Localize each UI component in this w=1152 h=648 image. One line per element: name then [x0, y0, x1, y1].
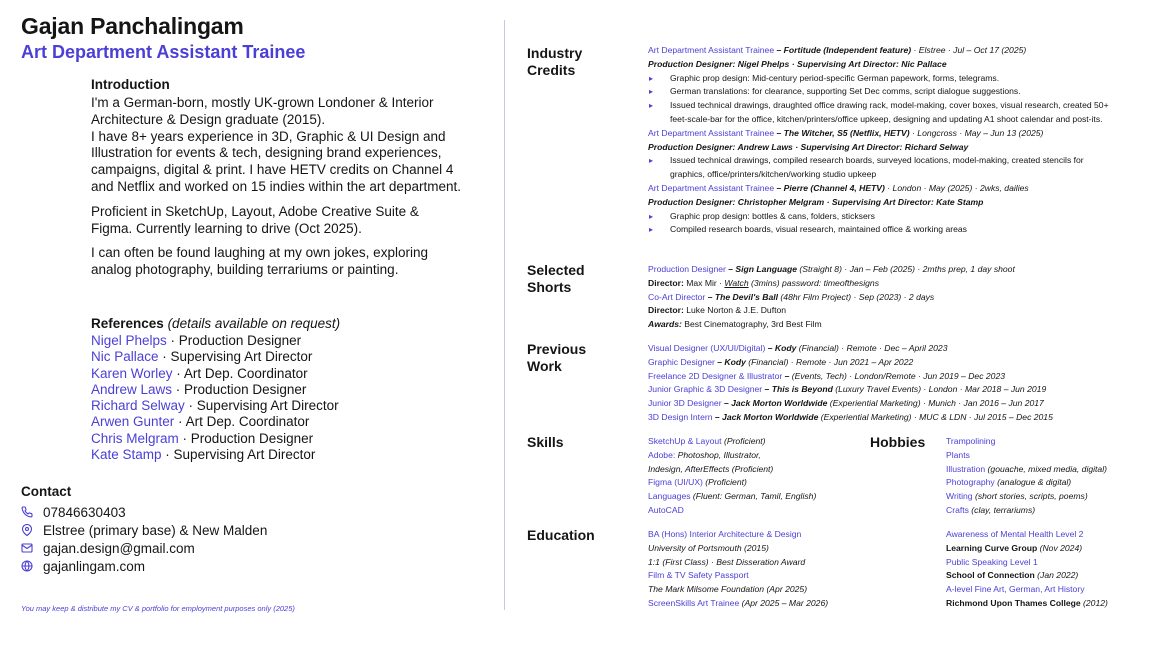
hobbies-list — [946, 435, 1146, 518]
skill-item-continued: Indesign, AfterEffects (Proficient) — [648, 463, 774, 474]
work-item: Visual Designer (UX/UI/Digital) – Kody (Financial) · Remote · Dec – April 2023 — [648, 343, 948, 353]
education-item: Film & TV Safety Passport — [648, 570, 749, 581]
contact-website[interactable] — [21, 557, 461, 575]
intro-paragraph: I'm a German-born, mostly UK-grown Londoner & Interior Architecture & Design graduate (2015). — [91, 95, 434, 127]
hobby-item: Crafts (clay, terrariums) — [946, 504, 1036, 515]
skill-item: Adobe: Photoshop, Illustrator, — [648, 449, 761, 460]
credit-title: Art Department Assistant Trainee – Pierre (Channel 4, HETV) · London · May (2025) · 2wks, dailies — [648, 182, 1029, 193]
work-item: Junior 3D Designer – Jack Morton Worldwide (Experiential Marketing) · Munich · Jan 2016 – Jun 2017 — [648, 398, 1044, 409]
education-heading: Education — [527, 527, 595, 543]
credit-title: Art Department Assistant Trainee – Fortitude (Independent feature) · Elstree · Jul – Oct 17 (2025) — [648, 45, 1027, 55]
candidate-name: Gajan Panchalingam — [21, 13, 244, 39]
skill-item: SketchUp & Layout (Proficient) — [648, 436, 766, 446]
credit-bullet: ▸ Graphic prop design: bottles & cans, folders, sticksers — [648, 210, 1128, 224]
reference-item: Chris Melgram · Production Designer — [91, 430, 314, 446]
usage-footnote: You may keep & distribute my CV & portfolio for employment purposes only (2025) — [21, 604, 295, 613]
reference-item: Nigel Phelps · Production Designer — [91, 333, 302, 348]
education-detail: Learning Curve Group (Nov 2024) — [946, 542, 1083, 553]
education-detail: Richmond Upon Thames College (2012) — [946, 597, 1108, 608]
credit-crew: Production Designer: Andrew Laws · Supervising Art Director: Richard Selway — [648, 141, 969, 152]
contact-location-text: Elstree (primary base) & New Malden — [43, 522, 268, 538]
short-director: Director: Max Mir · Watch (3mins) password: timeofthesigns — [648, 277, 879, 288]
education-item: BA (Hons) Interior Architecture & Design — [648, 529, 802, 539]
references-section — [91, 316, 471, 463]
work-item: Graphic Designer – Kody (Financial) · Remote · Jun 2021 – Apr 2022 — [648, 356, 914, 367]
hobby-item: Trampolining — [946, 436, 996, 446]
reference-item: Nic Pallace · Supervising Art Director — [91, 349, 313, 365]
reference-item: Arwen Gunter · Art Dep. Coordinator — [91, 414, 310, 430]
credit-bullet: ▸ Issued technical drawings, draughted office drawing rack, model-making, cover boxes, visual research, created 50+ feet-scale-bar for the office, kitchen/printers/office upkeep, designing and updating A1 shoot calendar and post-its. — [648, 99, 1118, 127]
column-divider — [504, 20, 505, 610]
contact-email[interactable] — [21, 539, 461, 557]
introduction-heading: Introduction — [91, 77, 170, 92]
previous-work-list — [648, 342, 1128, 425]
phone-icon — [21, 506, 33, 518]
intro-paragraph: Proficient in SketchUp, Layout, Adobe Creative Suite & Figma. Currently learning to drive (Oct 2025). — [91, 203, 419, 236]
education-list-secondary — [946, 528, 1146, 611]
skills-heading: Skills — [527, 434, 564, 450]
hobby-item: Illustration (gouache, mixed media, digital) — [946, 463, 1107, 474]
work-item: Freelance 2D Designer & Illustrator – (Events, Tech) · London/Remote · Jun 2019 – Dec 2023 — [648, 370, 1005, 381]
contact-email-text: gajan.design@gmail.com — [43, 540, 195, 556]
credit-title: Art Department Assistant Trainee – The Witcher, S5 (Netflix, HETV) · Longcross · May – Jun 13 (2025) — [648, 127, 1044, 138]
reference-item: Andrew Laws · Production Designer — [91, 381, 307, 397]
short-title: Production Designer – Sign Language (Straight 8) · Jan – Feb (2025) · 2mths prep, 1 day shoot — [648, 264, 1015, 274]
contact-website-text: gajanlingam.com — [43, 558, 146, 574]
contact-phone[interactable] — [21, 503, 461, 521]
work-item: Junior Graphic & 3D Designer – This is Beyond (Luxury Travel Events) · London · Mar 2018 – Jun 2019 — [648, 384, 1047, 395]
industry-credits-heading: Industry Credits — [527, 45, 583, 78]
candidate-role: Art Department Assistant Trainee — [21, 42, 306, 62]
credit-crew: Production Designer: Nigel Phelps · Supervising Art Director: Nic Pallace — [648, 58, 947, 69]
intro-paragraph: I have 8+ years experience in 3D, Graphic & UI Design and Illustration for events & tech, designing brand experiences, campaigns, digital & print. I have HETV credits on Channel 4 and Netflix and worked on 15 indies within the art department. — [91, 128, 461, 194]
intro-paragraph: I can often be found laughing at my own jokes, exploring analog photography, building terrariums or painting. — [91, 245, 428, 278]
contact-phone-text: 07846630403 — [43, 504, 126, 520]
education-item: Awareness of Mental Health Level 2 — [946, 529, 1084, 539]
short-director: Director: Luke Norton & J.E. Dufton — [648, 305, 787, 316]
work-item: 3D Design Intern – Jack Morton Worldwide (Experiential Marketing) · MUC & LDN · Jul 2015 – Dec 2015 — [648, 411, 1053, 422]
selected-shorts-list — [648, 263, 1128, 332]
previous-work-heading: Previous Work — [527, 341, 587, 374]
credit-bullet: ▸ German translations: for clearance, supporting Set Dec comms, script dialogue suggestions. — [648, 85, 1128, 99]
mail-icon — [21, 542, 33, 554]
reference-item: Kate Stamp · Supervising Art Director — [91, 447, 316, 463]
skill-item: Figma (UI/UX) (Proficient) — [648, 477, 747, 488]
selected-shorts-heading: Selected Shorts — [527, 262, 585, 295]
education-detail: 1:1 (First Class) · Best Disseration Award — [648, 556, 806, 567]
contact-location — [21, 521, 461, 539]
education-list — [648, 528, 863, 611]
references-heading: References (details available on request) — [91, 316, 341, 331]
education-detail: School of Connection (Jan 2022) — [946, 570, 1079, 581]
reference-item: Richard Selway · Supervising Art Director — [91, 398, 339, 414]
education-detail: University of Portsmouth (2015) — [648, 542, 769, 553]
reference-item: Karen Worley · Art Dep. Coordinator — [91, 365, 308, 381]
education-item: Public Speaking Level 1 — [946, 556, 1038, 567]
education-item: A-level Fine Art, German, Art History — [946, 584, 1085, 595]
hobby-item: Plants — [946, 449, 970, 460]
contact-section — [21, 484, 461, 575]
globe-icon — [21, 560, 33, 572]
skill-item: AutoCAD — [648, 504, 684, 515]
credit-bullet: ▸ Issued technical drawings, compiled research boards, surveyed locations, model-making, created stencils for graphics, office/printers/kitchen/working studio upkeep — [648, 154, 1108, 182]
location-pin-icon — [21, 524, 33, 536]
credit-crew: Production Designer: Christopher Melgram · Supervising Art Director: Kate Stamp — [648, 196, 984, 207]
education-item: ScreenSkills Art Trainee (Apr 2025 – Mar 2026) — [648, 597, 829, 608]
skills-list — [648, 435, 863, 518]
watch-link[interactable]: Watch — [724, 277, 749, 288]
hobby-item: Writing (short stories, scripts, poems) — [946, 491, 1088, 502]
education-detail: The Mark Milsome Foundation (Apr 2025) — [648, 584, 808, 595]
industry-credits-list — [648, 44, 1128, 237]
hobby-item: Photography (analogue & digital) — [946, 477, 1072, 488]
hobbies-heading: Hobbies — [870, 434, 926, 450]
contact-heading: Contact — [21, 484, 72, 499]
short-title: Co-Art Director – The Devil's Ball (48hr Film Project) · Sep (2023) · 2 days — [648, 291, 935, 302]
credit-bullet: ▸ Graphic prop design: Mid-century period-specific German papework, forms, telegrams. — [648, 72, 1128, 86]
skill-item: Languages (Fluent: German, Tamil, English) — [648, 491, 817, 502]
introduction-section — [91, 77, 461, 287]
credit-bullet: ▸ Compiled research boards, visual research, maintained office & working areas — [648, 223, 1128, 237]
short-awards: Awards: Best Cinematography, 3rd Best Film — [648, 319, 822, 330]
